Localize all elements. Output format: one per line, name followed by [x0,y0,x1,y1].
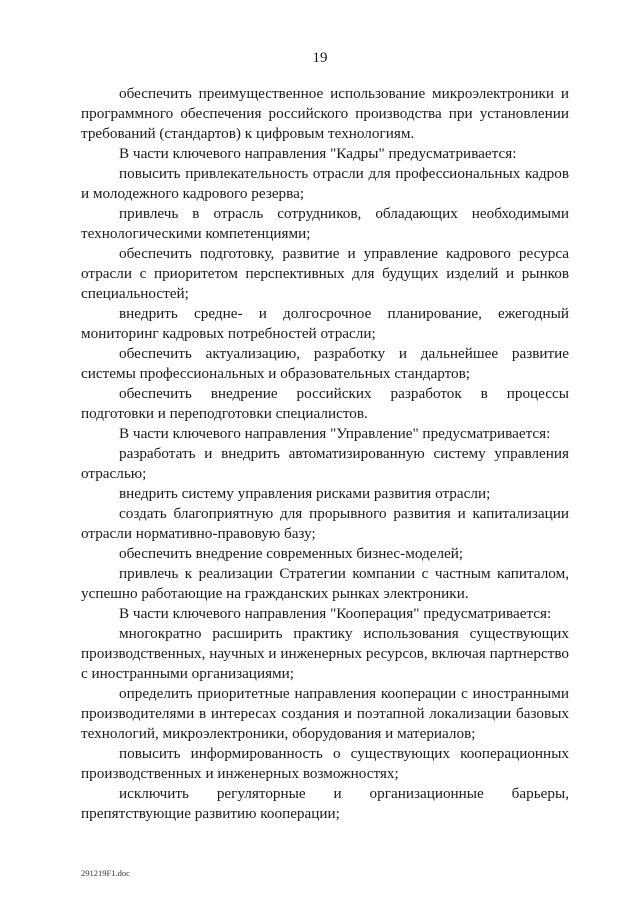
paragraph: повысить информированность о существующих кооперационных производственных и инженерных возможностях; [81,745,569,782]
paragraph: обеспечить внедрение российских разработок в процессы подготовки и переподготовки специалистов. [81,385,569,422]
section-heading-cadres: В части ключевого направления "Кадры" предусматривается: [119,145,517,162]
paragraph: определить приоритетные направления кооперации с иностранными производителями в интересах создания и поэтапной локализации базовых технологий, микроэлектроники, оборудования и материалов; [81,685,569,742]
paragraph: внедрить средне- и долгосрочное планирование, ежегодный мониторинг кадровых потребностей отрасли; [81,305,569,342]
paragraph: привлечь в отрасль сотрудников, обладающих необходимыми технологическими компетенциями; [81,205,569,242]
section-heading-management: В части ключевого направления "Управление" предусматривается: [119,425,551,442]
paragraph: привлечь к реализации Стратегии компании с частным капиталом, успешно работающие на гражданских рынках электроники. [81,565,569,602]
section-heading-cooperation: В части ключевого направления "Кооперация" предусматривается: [119,605,552,622]
paragraph: обеспечить преимущественное использование микроэлектроники и программного обеспечения российского производства при установлении требований (стандартов) к цифровым технологиям. [81,85,569,142]
document-filename-footer: 291219F1.doc [81,868,130,878]
paragraph: обеспечить внедрение современных бизнес-моделей; [119,545,464,562]
document-body [81,84,569,824]
paragraph: многократно расширить практику использования существующих производственных, научных и инженерных ресурсов, включая партнерство с иностранными организациями; [81,625,569,682]
paragraph: разработать и внедрить автоматизированную систему управления отраслью; [81,445,569,482]
paragraph: внедрить систему управления рисками развития отрасли; [119,485,491,502]
paragraph: исключить регуляторные и организационные барьеры, препятствующие развитию кооперации; [81,785,569,822]
paragraph: создать благоприятную для прорывного развития и капитализации отрасли нормативно-правовую базу; [81,505,569,542]
page-number: 19 [312,50,328,66]
paragraph: обеспечить подготовку, развитие и управление кадрового ресурса отрасли с приоритетом перспективных для будущих изделий и рынков специальностей; [81,245,569,302]
paragraph: повысить привлекательность отрасли для профессиональных кадров и молодежного кадрового резерва; [81,165,569,202]
paragraph: обеспечить актуализацию, разработку и дальнейшее развитие системы профессиональных и образовательных стандартов; [81,345,569,382]
